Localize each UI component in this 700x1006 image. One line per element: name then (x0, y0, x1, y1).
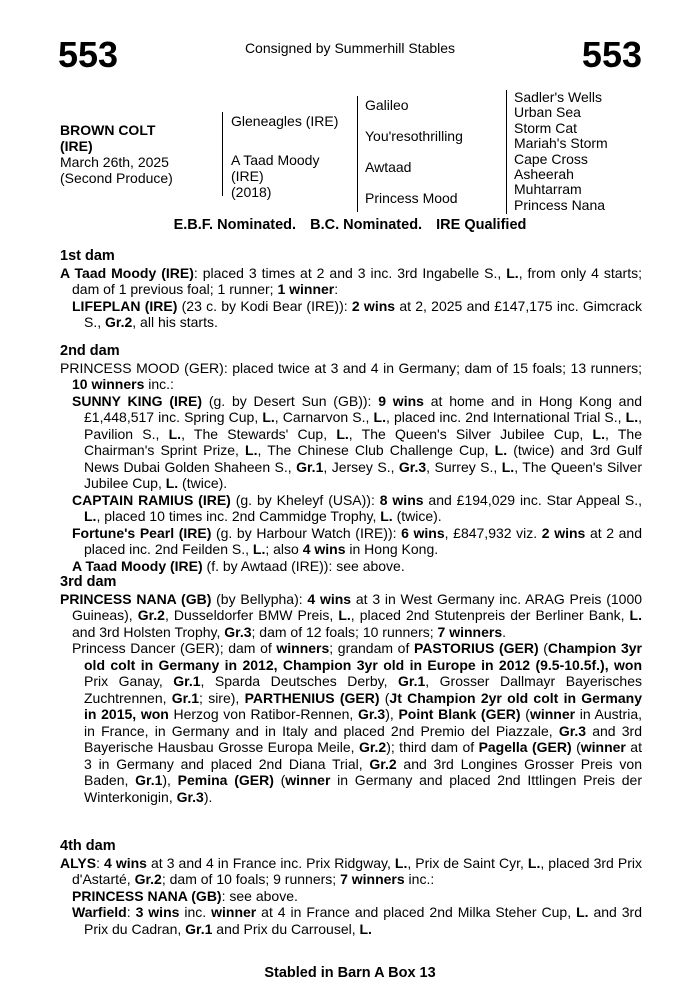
bc-nomination: B.C. Nominated. (310, 217, 423, 233)
produce-princess-dancer: Princess Dancer (GER); dam of winners; grandam of PASTORIUS (GER) (Champion 3yr old colt in Germany in 2012, Champion 3yr old in Europe in 2012 (9.5-10.5f.), won Prix Ganay, Gr.1, Sparda Deutsches Derby, Gr.1, Grosser Dallmayr Bayerisches Zuchtrennen, Gr.1; sire), PARTHENIUS (GER) (Jt Champion 2yr old colt in Germany in 2015, won Herzog von Ratibor-Rennen, Gr.3), Point Blank (GER) (winner in Austria, in France, in Germany and in Italy and placed 2nd Premio del Piazzale, Gr.3 and 3rd Bayerische Hausbau Grosse Europa Meile, Gr.2); third dam of Pagella (GER) (winner at 3 in Germany and placed 2nd Diana Trial, Gr.2 and 3rd Longines Grosser Preis von Baden, Gr.1), Pemina (GER) (winner in Germany and placed 2nd Ittlingen Preis der Winterkonigin, Gr.3). (72, 640, 642, 805)
consignor: Consigned by Summerhill Stables (244, 40, 456, 56)
first-dam-section (60, 248, 642, 331)
third-dam-section (60, 574, 642, 805)
great-grandparents (514, 90, 608, 213)
produce-warfield: Warfield: 3 wins inc. winner at 4 in France and placed 2nd Milka Steher Cup, L. and 3rd Prix du Cadran, Gr.1 and Prix du Carrousel, L. (72, 904, 643, 937)
ggp-3: Storm Cat (514, 119, 578, 136)
pedigree-divider-1 (222, 112, 223, 196)
ggp-4: Mariah's Storm (514, 135, 608, 152)
fourth-dam-paragraph: ALYS: 4 wins at 3 and 4 in France inc. Prix Ridgway, L., Prix de Saint Cyr, L., placed 3rd Prix d'Astarté, Gr.2; dam of 10 foals; 9 runners; 7 winners inc.: (60, 854, 642, 887)
foaling-date: March 26th, 2025 (60, 154, 169, 170)
ggp-5: Cape Cross (514, 150, 588, 167)
dam-name-line2: (IRE) (231, 168, 264, 184)
sire: Gleneagles (IRE) (231, 113, 339, 129)
first-dam-produce: LIFEPLAN (IRE) (23 c. by Kodi Bear (IRE)): 2 wins at 2, 2025 and £147,175 inc. Gimcrack S., Gr.2, all his starts. (72, 297, 643, 330)
dam-name-line1: A Taad Moody (231, 152, 320, 168)
lot-number-left: 553 (58, 34, 119, 75)
dam-name (231, 152, 319, 200)
granddam-paternal: You'resothrilling (365, 128, 463, 144)
dam-year: (2018) (231, 184, 272, 200)
third-dam-heading: 3rd dam (60, 574, 117, 590)
produce-captain-ramius: CAPTAIN RAMIUS (IRE) (g. by Kheleyf (USA)): 8 wins and £194,029 inc. Star Appeal S., L., placed 10 times inc. 2nd Cammidge Trophy, L. (twice). (72, 491, 643, 524)
horse-origin: (IRE) (60, 138, 93, 154)
produce-princess-nana: PRINCESS NANA (GB): see above. (72, 887, 298, 904)
produce-note: (Second Produce) (60, 170, 173, 186)
produce-a-taad-moody: A Taad Moody (IRE) (f. by Awtaad (IRE)): see above. (72, 557, 405, 574)
nominations (0, 217, 700, 233)
ggp-8: Princess Nana (514, 196, 606, 213)
grandsire-maternal: Awtaad (365, 159, 412, 175)
ggp-2: Urban Sea (514, 104, 581, 121)
ggp-6: Asheerah (514, 166, 574, 183)
horse-type: BROWN COLT (60, 122, 156, 138)
ebf-nomination: E.B.F. Nominated. (173, 217, 297, 233)
produce-fortunes-pearl: Fortune's Pearl (IRE) (g. by Harbour Watch (IRE)): 6 wins, £847,932 viz. 2 wins at 2 and placed inc. 2nd Feilden S., L.; also 4 wins in Hong Kong. (72, 524, 642, 557)
produce-sunny-king: SUNNY KING (IRE) (g. by Desert Sun (GB)): 9 wins at home and in Hong Kong and £1,448,517 inc. Spring Cup, L., Carnarvon S., L., placed inc. 2nd International Trial S., L., Pavilion S., L., The Stewards' Cup, L., The Queen's Silver Jubilee Cup, L., The Chairman's Sprint Prize, L., The Chinese Club Challenge Cup, L. (twice) and 3rd Gulf News Dubai Golden Shaheen S., Gr.1, Jersey S., Gr.3, Surrey S., L., The Queen's Silver Jubilee Cup, L. (twice). (72, 392, 643, 491)
lot-number-right: 553 (581, 34, 642, 75)
granddam-maternal: Princess Mood (365, 190, 458, 206)
pedigree-divider-3 (506, 90, 507, 214)
horse-description (60, 122, 173, 186)
second-dam-paragraph: PRINCESS MOOD (GER): placed twice at 3 and 4 in Germany; dam of 15 foals; 13 runners; 10 winners inc.: (60, 359, 642, 392)
stabling-info: Stabled in Barn A Box 13 (264, 965, 436, 981)
second-dam-heading: 2nd dam (60, 343, 120, 359)
fourth-dam-heading: 4th dam (60, 838, 116, 854)
ire-qualified: IRE Qualified (436, 217, 527, 233)
first-dam-paragraph: A Taad Moody (IRE): placed 3 times at 2 and 3 inc. 3rd Ingabelle S., L., from only 4 starts; dam of 1 previous foal; 1 runner; 1 winner: (60, 264, 642, 297)
fourth-dam-section (60, 838, 642, 937)
ggp-1: Sadler's Wells (514, 89, 602, 105)
grandsire-paternal: Galileo (365, 97, 409, 113)
ggp-7: Muhtarram (514, 181, 582, 198)
pedigree-divider-2 (357, 96, 358, 212)
first-dam-heading: 1st dam (60, 248, 115, 264)
second-dam-section (60, 343, 642, 574)
third-dam-paragraph: PRINCESS NANA (GB) (by Bellypha): 4 wins at 3 in West Germany inc. ARAG Preis (1000 Guineas), Gr.2, Dusseldorfer BMW Preis, L., placed 2nd Stutenpreis der Berliner Bank, L. and 3rd Holsten Trophy, Gr.3; dam of 12 foals; 10 runners; 7 winners. (60, 590, 643, 640)
